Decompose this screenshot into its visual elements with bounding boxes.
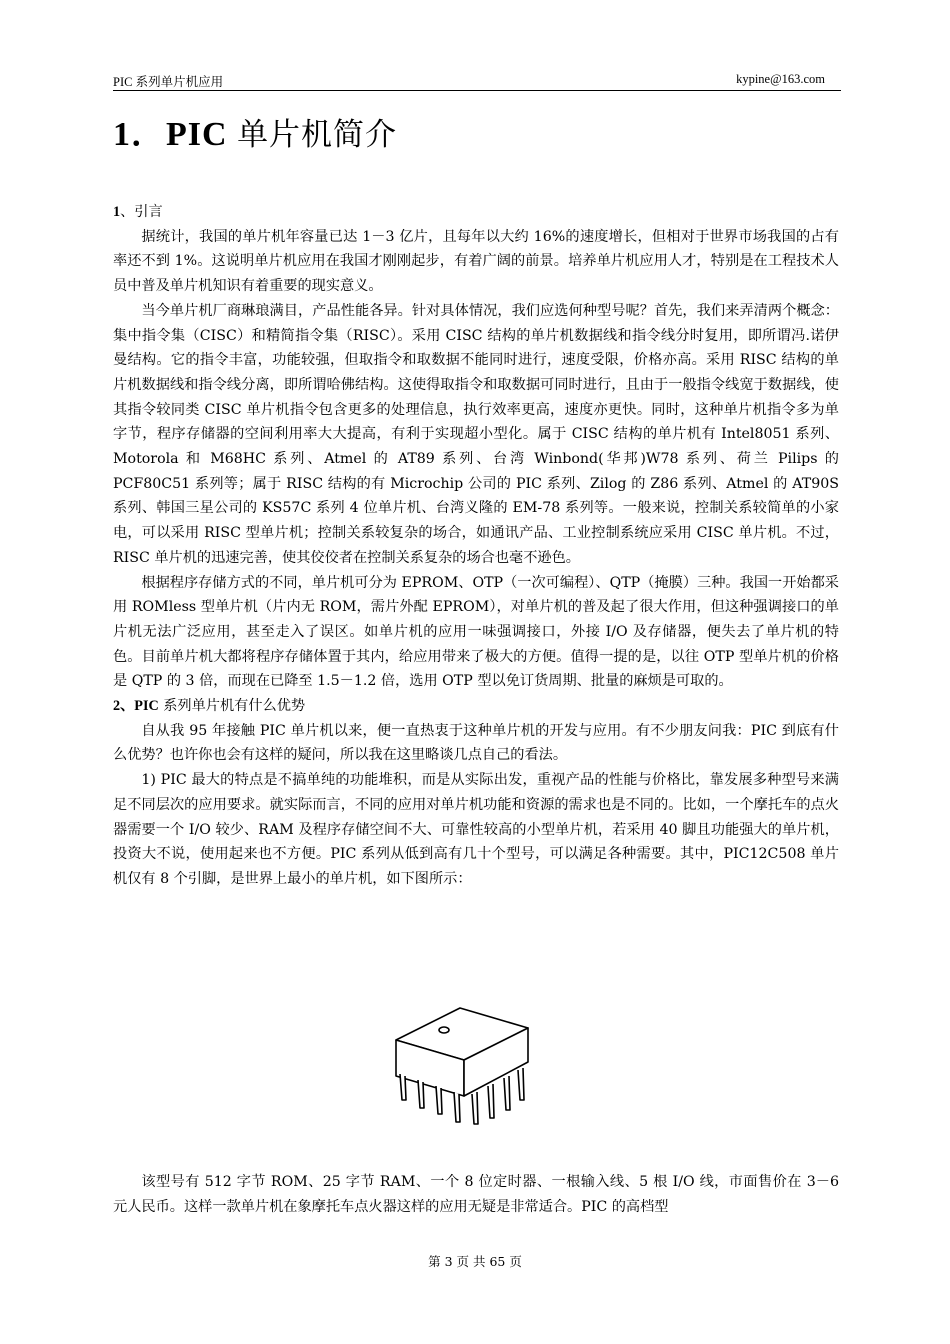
paragraph: 自从我 95 年接触 PIC 单片机以来，便一直热衷于这种单片机的开发与应用。有不少朋友问我：PIC 到底有什么优势？也许你也会有这样的疑问，所以我在这里略谈几点自己的看法。: [113, 722, 839, 764]
paragraph: 根据程序存储方式的不同，单片机可分为 EPROM、OTP（一次可编程）、QTP（掩膜）三种。我国一开始都采用 ROMless 型单片机（片内无 ROM，需片外配 EPROM），对单片机的普及起了很大作用，但这种强调接口的单片机无法广泛应用，甚至走入了误区。如单片机的应用一味强调接口，外接 I/O 及存储器，便失去了单片机的特色。目前单片机大都将程序存储体置于其内，给应用带来了极大的方便。值得一提的是，以往 OTP 型单片机的价格是 QTP 的 3 倍，而现在已降至 1.5－1.2 倍，选用 OTP 型以免订货周期、批量的麻烦是可取的。: [113, 574, 839, 690]
paragraph: 据统计，我国的单片机年容量已达 1－3 亿片，且每年以大约 16%的速度增长，但相对于世界市场我国的占有率还不到 1%。这说明单片机应用在我国才刚刚起步，有着广阔的前景。培养单片机应用人才，特别是在工程技术人员中普及单片机知识有着重要的现实意义。: [113, 228, 839, 295]
chapter-title: [113, 106, 397, 155]
chapter-title-text: 单片机简介: [237, 117, 398, 153]
chapter-number: 1．PIC: [113, 116, 238, 153]
body-text-continued: [113, 1170, 839, 1219]
header-email: kypine@163.com: [736, 72, 825, 86]
section-heading-advantages: 2、PIC 系列单片机有什么优势: [113, 698, 306, 715]
body-text: [113, 200, 839, 892]
page-footer: 第 3 页 共 65 页: [428, 1254, 522, 1269]
paragraph: 当今单片机厂商琳琅满目，产品性能各异。针对具体情况，我们应选何种型号呢？首先，我们来弄清两个概念：集中指令集（CISC）和精简指令集（RISC）。采用 CISC 结构的单片机数据线和指令线分时复用，即所谓冯.诺伊曼结构。它的指令丰富，功能较强，但取指令和取数据不能同时进行，速度受限，价格亦高。采用 RISC 结构的单片机数据线和指令线分离，即所谓哈佛结构。这使得取指令和取数据可同时进行，且由于一般指令线宽于数据线，使其指令较同类 CISC 单片机指令包含更多的处理信息，执行效率更高，速度亦更快。同时，这种单片机指令多为单字节，程序存储器的空间利用率大大提高，有利于实现超小型化。属于 CISC 结构的单片机有 Intel8051 系列、Motorola 和 M68HC 系列、Atmel 的 AT89 系列、台湾 Winbond(华邦)W78 系列、荷兰 Pilips 的 PCF80C51 系列等；属于 RISC 结构的有 Microchip 公司的 PIC 系列、Zilog 的 Z86 系列、Atmel 的 AT90S 系列、韩国三星公司的 KS57C 系列 4 位单片机、台湾义隆的 EM-78 系列等。一般来说，控制关系较简单的小家电，可以采用 RISC 型单片机；控制关系较复杂的场合，如通讯产品、工业控制系统应采用 CISC 单片机。不过，RISC 单片机的迅速完善，使其佼佼者在控制关系复杂的场合也毫不逊色。: [113, 302, 839, 566]
page-header: [113, 70, 841, 91]
paragraph: 该型号有 512 字节 ROM、25 字节 RAM、一个 8 位定时器、一根输入线、5 根 I/O 线，市面售价在 3－6 元人民币。这样一款单片机在象摩托车点火器这样的应用无疑是非常适合。PIC 的高档型: [113, 1174, 839, 1215]
dip8-chip-figure: [388, 1000, 538, 1135]
dip8-chip-icon: [388, 1000, 538, 1135]
section-heading-intro: 1、引言: [113, 204, 163, 220]
paragraph: 1) PIC 最大的特点是不搞单纯的功能堆积，而是从实际出发，重视产品的性能与价格比，靠发展多种型号来满足不同层次的应用要求。就实际而言，不同的应用对单片机功能和资源的需求也是不同的。比如，一个摩托车的点火器需要一个 I/O 较少、RAM 及程序存储空间不大、可靠性较高的小型单片机，若采用 40 脚且功能强大的单片机，投资大不说，使用起来也不方便。PIC 系列从低到高有几十个型号，可以满足各种需要。其中，PIC12C508 单片机仅有 8 个引脚，是世界上最小的单片机，如下图所示：: [113, 772, 839, 887]
header-title: PIC 系列单片机应用: [113, 75, 224, 89]
